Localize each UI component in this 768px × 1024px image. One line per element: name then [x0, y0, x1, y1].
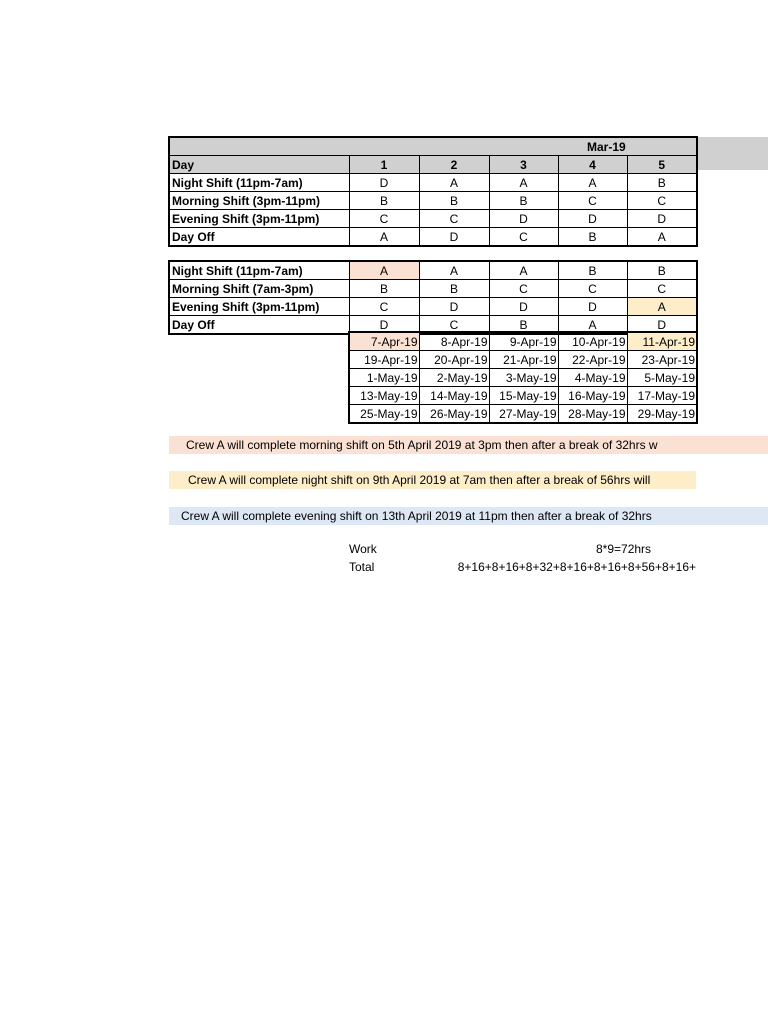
row-label: Morning Shift (7am-3pm)	[169, 280, 349, 298]
note-night-text: Crew A will complete night shift on 9th April 2019 at 7am then after a break of 56hrs will	[188, 473, 651, 487]
crew-cell: A	[489, 174, 558, 192]
month-row	[169, 137, 697, 156]
row-label: Morning Shift (3pm-11pm)	[169, 192, 349, 210]
crew-cell: D	[489, 298, 558, 316]
date-cell: 19-Apr-19	[349, 351, 419, 369]
table-row	[169, 210, 697, 228]
crew-cell: A	[419, 174, 489, 192]
row-label: Evening Shift (3pm-11pm)	[169, 298, 349, 316]
crew-cell: C	[627, 280, 697, 298]
crew-cell: C	[489, 280, 558, 298]
date-row	[349, 369, 697, 387]
crew-cell: B	[489, 316, 558, 335]
table-row	[169, 228, 697, 247]
crew-cell: D	[558, 298, 627, 316]
date-cell: 28-May-19	[558, 405, 627, 424]
crew-cell: C	[419, 316, 489, 335]
date-cell-highlight: 7-Apr-19	[349, 332, 419, 351]
table-row	[169, 261, 697, 280]
crew-cell: C	[419, 210, 489, 228]
day-header-cell: 5	[627, 156, 697, 174]
crew-cell: B	[627, 174, 697, 192]
crew-cell: B	[349, 280, 419, 298]
crew-cell: C	[558, 192, 627, 210]
date-cell: 1-May-19	[349, 369, 419, 387]
work-label: Work	[349, 542, 377, 556]
date-cell: 21-Apr-19	[489, 351, 558, 369]
date-cell: 20-Apr-19	[419, 351, 489, 369]
date-cell: 23-Apr-19	[627, 351, 697, 369]
crew-cell: C	[349, 298, 419, 316]
crew-cell: B	[489, 192, 558, 210]
date-cell: 8-Apr-19	[419, 332, 489, 351]
crew-cell: C	[558, 280, 627, 298]
total-label: Total	[349, 560, 375, 574]
crew-cell: A	[558, 316, 627, 335]
note-evening-text: Crew A will complete evening shift on 13th April 2019 at 11pm then after a break of 32hrs	[181, 509, 652, 523]
crew-cell: D	[627, 210, 697, 228]
total-value	[420, 560, 696, 574]
work-value: 8*9=72hrs	[596, 542, 652, 556]
crew-cell: C	[489, 228, 558, 247]
row-label: Night Shift (11pm-7am)	[169, 174, 349, 192]
day-header-cell: 3	[489, 156, 558, 174]
crew-cell: C	[627, 192, 697, 210]
table-row	[169, 174, 697, 192]
crew-cell: A	[419, 261, 489, 280]
date-cell: 15-May-19	[489, 387, 558, 405]
date-row	[349, 387, 697, 405]
crew-cell: B	[419, 192, 489, 210]
row-label: Day Off	[169, 228, 349, 247]
row-label: Night Shift (11pm-7am)	[169, 261, 349, 280]
crew-cell: D	[349, 316, 419, 335]
date-cell-highlight: 11-Apr-19	[627, 332, 697, 351]
row-label: Day Off	[169, 316, 349, 335]
crew-cell: B	[627, 261, 697, 280]
date-cell: 9-Apr-19	[489, 332, 558, 351]
crew-cell: D	[349, 174, 419, 192]
date-cell: 3-May-19	[489, 369, 558, 387]
date-cell: 14-May-19	[419, 387, 489, 405]
date-grid	[348, 331, 698, 424]
date-cell: 16-May-19	[558, 387, 627, 405]
table-row	[169, 298, 697, 316]
month-label: Mar-19	[587, 139, 626, 154]
date-cell: 29-May-19	[627, 405, 697, 424]
shift-table-april	[168, 260, 698, 335]
date-cell: 5-May-19	[627, 369, 697, 387]
day-header-label: Day	[169, 156, 349, 174]
table-row	[169, 192, 697, 210]
date-cell: 2-May-19	[419, 369, 489, 387]
shift-table-march	[168, 136, 698, 247]
table-row	[169, 280, 697, 298]
crew-cell: D	[558, 210, 627, 228]
note-morning	[169, 436, 768, 454]
date-cell: 13-May-19	[349, 387, 419, 405]
date-row	[349, 332, 697, 351]
date-cell: 25-May-19	[349, 405, 419, 424]
crew-cell: A	[558, 174, 627, 192]
crew-cell: A	[349, 228, 419, 247]
crew-cell: A	[627, 228, 697, 247]
date-cell: 17-May-19	[627, 387, 697, 405]
date-row	[349, 405, 697, 424]
day-header-cell: 4	[558, 156, 627, 174]
crew-cell: D	[627, 316, 697, 335]
crew-cell: B	[558, 261, 627, 280]
day-header-cell: 2	[419, 156, 489, 174]
crew-cell: D	[489, 210, 558, 228]
date-cell: 26-May-19	[419, 405, 489, 424]
note-night	[169, 471, 696, 489]
crew-cell: D	[419, 228, 489, 247]
date-cell: 4-May-19	[558, 369, 627, 387]
note-morning-text: Crew A will complete morning shift on 5th April 2019 at 3pm then after a break of 32hrs w	[186, 438, 658, 452]
crew-cell: D	[419, 298, 489, 316]
day-header-cell: 1	[349, 156, 419, 174]
total-value-text: 8+16+8+16+8+32+8+16+8+16+8+56+8+16+	[457, 560, 696, 574]
crew-cell: B	[419, 280, 489, 298]
crew-cell: A	[489, 261, 558, 280]
crew-cell-highlight: A	[627, 298, 697, 316]
crew-cell: B	[349, 192, 419, 210]
note-evening	[169, 507, 768, 525]
date-row	[349, 351, 697, 369]
crew-cell: C	[349, 210, 419, 228]
day-header-row	[169, 156, 697, 174]
crew-cell: B	[558, 228, 627, 247]
date-cell: 22-Apr-19	[558, 351, 627, 369]
row-label: Evening Shift (3pm-11pm)	[169, 210, 349, 228]
date-cell: 10-Apr-19	[558, 332, 627, 351]
date-cell: 27-May-19	[489, 405, 558, 424]
crew-cell-highlight: A	[349, 261, 419, 280]
